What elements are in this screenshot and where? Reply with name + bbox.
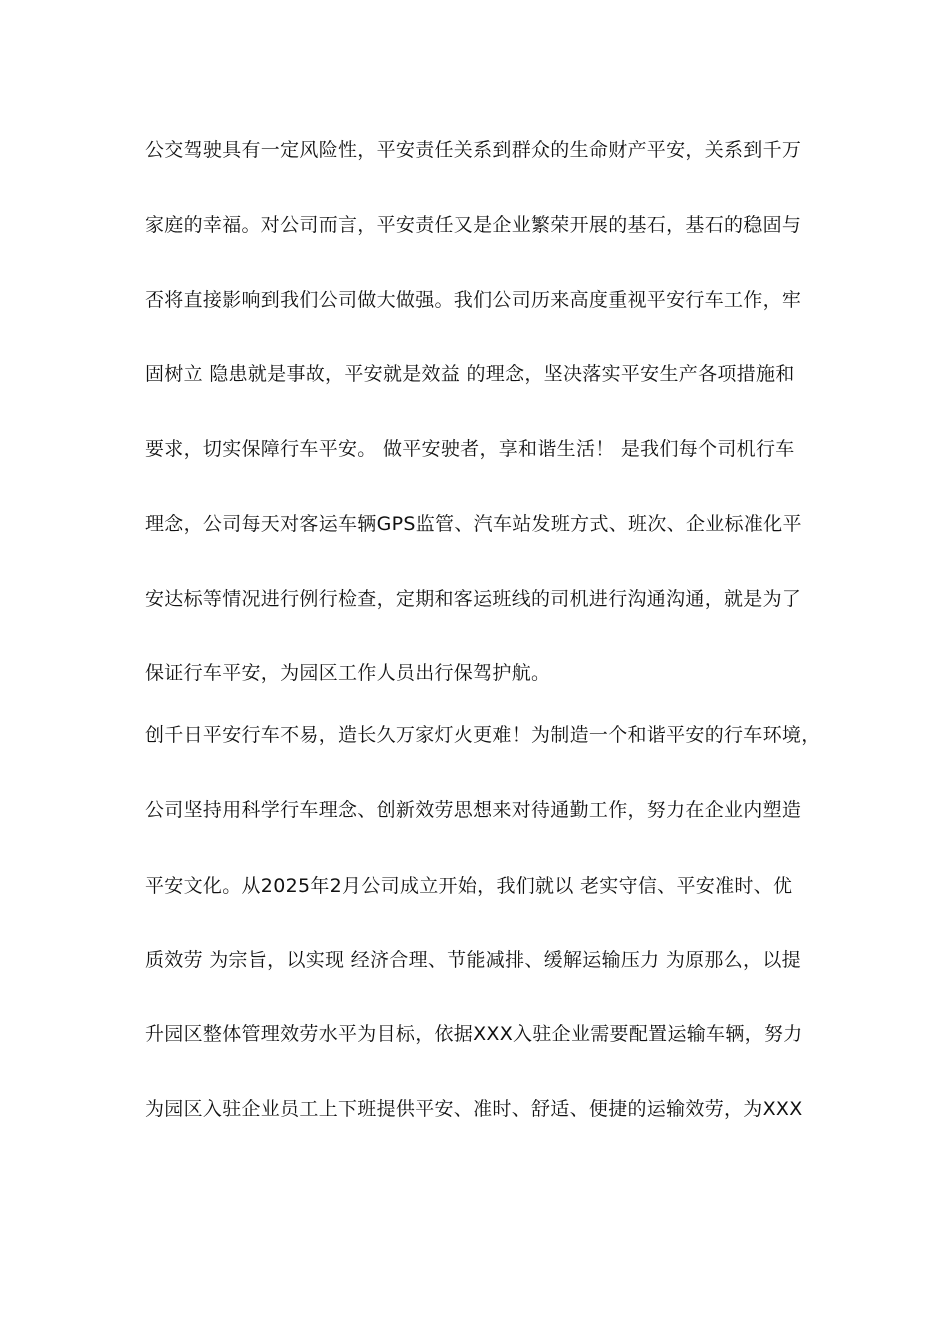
text-line-13: 升园区整体管理效劳水平为目标，依据XXX入驻企业需要配置运输车辆，努力	[145, 1023, 803, 1045]
text-line-8: 保证行车平安，为园区工作人员出行保驾护航。	[145, 662, 551, 684]
text-line-1: 公交驾驶具有一定风险性，平安责任关系到群众的生命财产平安，关系到千万	[145, 139, 802, 161]
text-line-14: 为园区入驻企业员工上下班提供平安、准时、舒适、便捷的运输效劳，为XXX	[145, 1098, 803, 1120]
text-line-3: 否将直接影响到我们公司做大做强。我们公司历来高度重视平安行车工作，牢	[145, 289, 802, 311]
text-line-9: 创千日平安行车不易，造长久万家灯火更难！为制造一个和谐平安的行车环境，	[145, 724, 821, 746]
text-line-7: 安达标等情况进行例行检查，定期和客运班线的司机进行沟通沟通，就是为了	[145, 588, 802, 610]
text-line-2: 家庭的幸福。对公司而言，平安责任又是企业繁荣开展的基石，基石的稳固与	[145, 214, 802, 236]
text-line-4: 固树立 隐患就是事故，平安就是效益 的理念，坚决落实平安生产各项措施和	[145, 363, 795, 385]
text-line-5: 要求，切实保障行车平安。 做平安驶者，享和谐生活！ 是我们每个司机行车	[145, 438, 795, 460]
text-line-6: 理念，公司每天对客运车辆GPS监管、汽车站发班方式、班次、企业标准化平	[145, 513, 802, 535]
text-line-10: 公司坚持用科学行车理念、创新效劳思想来对待通勤工作，努力在企业内塑造	[145, 799, 802, 821]
text-line-12: 质效劳 为宗旨，以实现 经济合理、节能减排、缓解运输压力 为原那么，以提	[145, 949, 801, 971]
text-line-11: 平安文化。从2025年2月公司成立开始，我们就以 老实守信、平安准时、优	[145, 875, 793, 897]
